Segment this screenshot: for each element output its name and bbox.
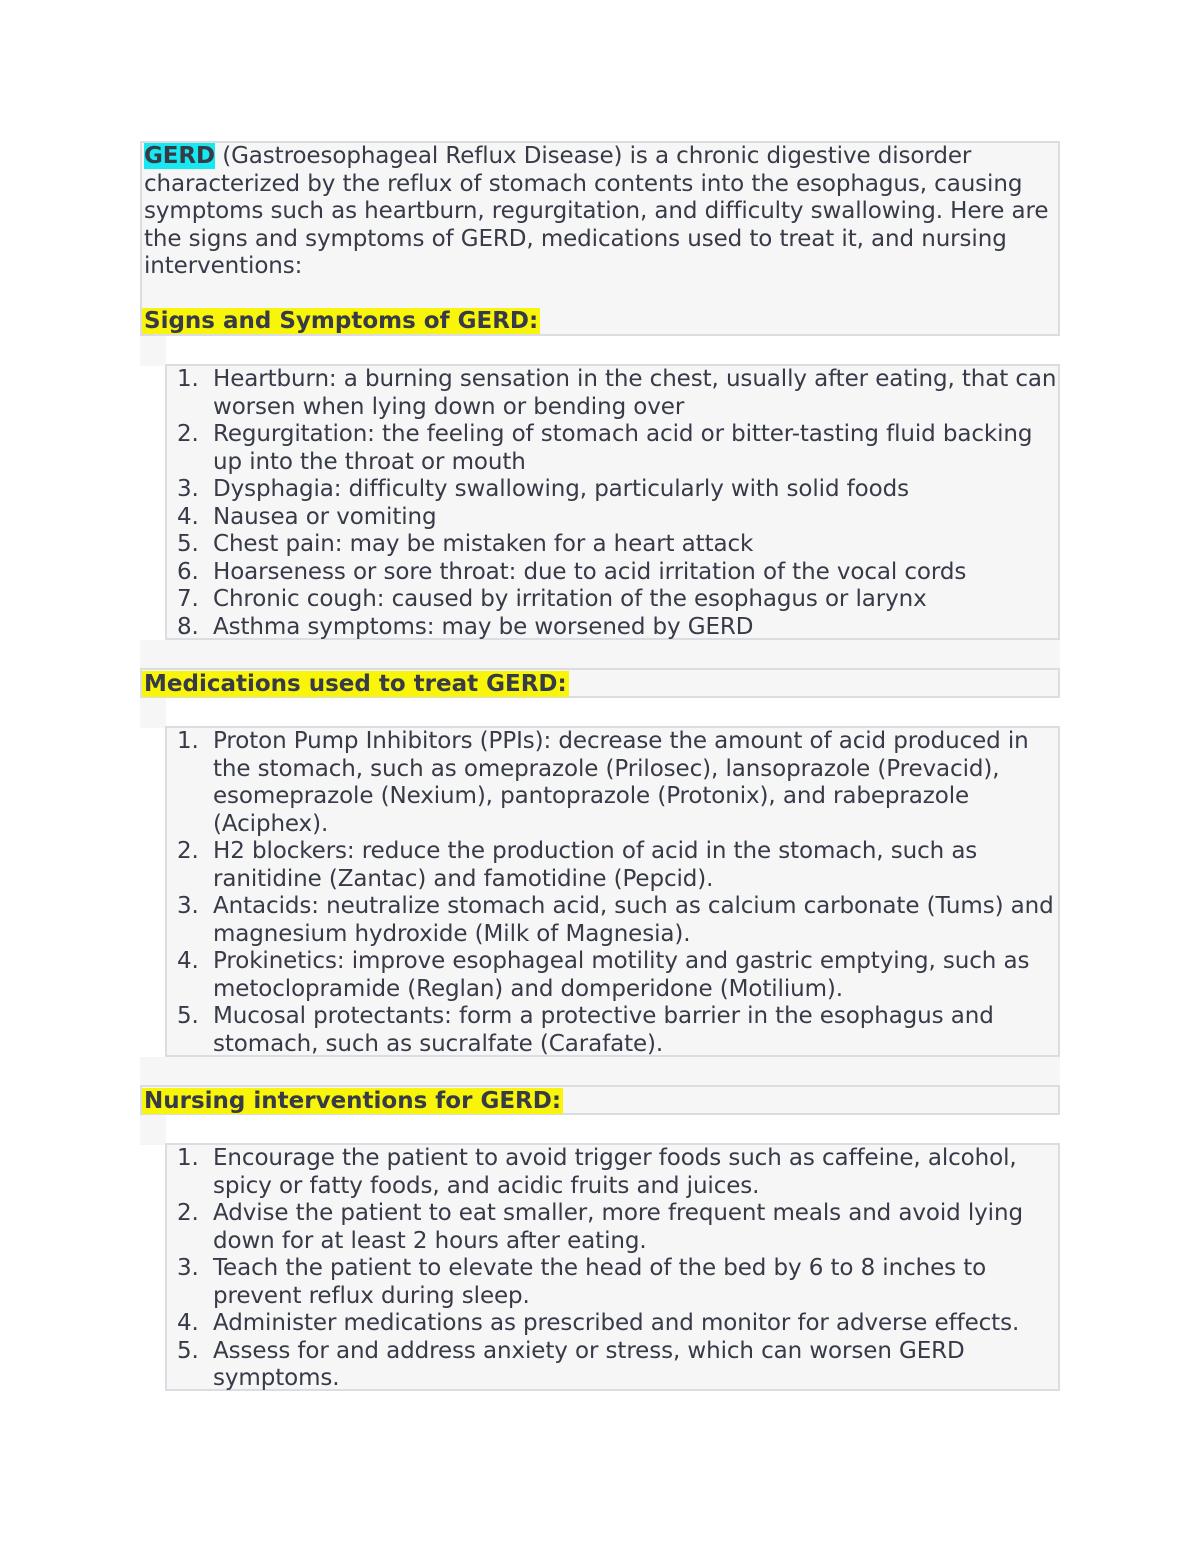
list-item — [167, 476, 1058, 504]
list-item-number: 3. — [177, 476, 199, 502]
list-item-number: 2. — [177, 421, 199, 447]
list-item-number: 5. — [177, 1003, 199, 1029]
medications-list-panel — [165, 726, 1060, 1057]
gutter-strip — [140, 698, 166, 728]
list-item-number: 2. — [177, 838, 199, 864]
intro-paragraph — [144, 143, 1059, 281]
medications-list — [167, 728, 1058, 1058]
list-item-text: Proton Pump Inhibitors (PPIs): decrease the amount of acid produced in the stomach, such as omeprazole (Prilosec), lansoprazole (Prevacid), esomeprazole (Nexium), pantoprazole (Protonix), and rabeprazole (Aciphex). — [213, 728, 1029, 837]
list-item — [167, 893, 1058, 948]
nursing-heading-label: Nursing interventions for GERD: — [144, 1088, 562, 1114]
signs-heading — [142, 308, 540, 335]
gerd-term-highlight: GERD — [144, 143, 215, 169]
list-item-number: 5. — [177, 1337, 199, 1364]
list-item-number: 5. — [177, 531, 199, 557]
list-item-number: 1. — [177, 1145, 199, 1171]
medications-heading-panel — [140, 668, 1060, 698]
list-item-number: 7. — [177, 586, 199, 612]
list-item — [167, 838, 1058, 893]
list-item-number: 3. — [177, 893, 199, 919]
intro-text: (Gastroesophageal Reflux Disease) is a chronic digestive disorder characterized by the reflux of stomach contents into the esophagus, causing symptoms such as heartburn, regurgitation, and difficulty swallowing. Here are the signs and symptoms of GERD, medications used to treat it, and nursing interventions: — [144, 143, 1049, 279]
list-item — [167, 728, 1058, 838]
intro-panel — [140, 141, 1060, 336]
list-item-text: Encourage the patient to avoid trigger foods such as caffeine, alcohol, spicy or fatty foods, and acidic fruits and juices. — [213, 1145, 1017, 1199]
list-item-number: 8. — [177, 613, 199, 640]
list-item-number: 3. — [177, 1255, 199, 1281]
list-item-text: Prokinetics: improve esophageal motility and gastric emptying, such as metoclopramide (Reglan) and domperidone (Motilium). — [213, 948, 1030, 1002]
list-item-text: Chest pain: may be mistaken for a heart attack — [213, 531, 754, 557]
gutter-strip — [140, 1057, 1060, 1087]
list-item-text: Advise the patient to eat smaller, more frequent meals and avoid lying down for at least 2 hours after eating. — [213, 1200, 1023, 1254]
gutter-strip — [140, 640, 1060, 670]
list-item-number: 1. — [177, 728, 199, 754]
gutter-strip — [140, 1115, 166, 1145]
list-item — [167, 1200, 1058, 1255]
list-item — [167, 948, 1058, 1003]
list-item — [167, 1145, 1058, 1200]
list-item — [167, 559, 1058, 587]
list-item-number: 6. — [177, 558, 199, 585]
list-item — [167, 421, 1058, 476]
list-item-text: Dysphagia: difficulty swallowing, particularly with solid foods — [213, 476, 909, 502]
list-item-text: Administer medications as prescribed and monitor for adverse effects. — [213, 1310, 1020, 1336]
list-item-number: 2. — [177, 1200, 199, 1226]
list-item-text: Hoarseness or sore throat: due to acid irritation of the vocal cords — [213, 558, 967, 585]
medications-heading — [142, 671, 569, 698]
list-item-text: Mucosal protectants: form a protective barrier in the esophagus and stomach, such as sucralfate (Carafate). — [213, 1003, 994, 1057]
list-item — [167, 1003, 1058, 1058]
nursing-list-panel — [165, 1143, 1060, 1391]
list-item-text: Antacids: neutralize stomach acid, such as calcium carbonate (Tums) and magnesium hydroxide (Milk of Magnesia). — [213, 893, 1054, 947]
list-item-text: H2 blockers: reduce the production of acid in the stomach, such as ranitidine (Zantac) and famotidine (Pepcid). — [213, 838, 978, 892]
signs-list — [167, 366, 1058, 641]
medications-heading-label: Medications used to treat GERD: — [144, 671, 567, 697]
list-item-number: 4. — [177, 503, 199, 530]
list-item — [167, 614, 1058, 642]
list-item-number: 4. — [177, 948, 199, 974]
list-item-number: 1. — [177, 366, 199, 392]
list-item — [167, 1338, 1058, 1393]
list-item-text: Asthma symptoms: may be worsened by GERD — [213, 613, 754, 640]
list-item — [167, 1255, 1058, 1310]
list-item-text: Heartburn: a burning sensation in the chest, usually after eating, that can worsen when lying down or bending over — [213, 366, 1057, 420]
signs-heading-label: Signs and Symptoms of GERD: — [144, 308, 539, 334]
list-item — [167, 504, 1058, 532]
list-item — [167, 586, 1058, 614]
list-item-text: Regurgitation: the feeling of stomach acid or bitter-tasting fluid backing up into the throat or mouth — [213, 421, 1033, 475]
nursing-heading-panel — [140, 1085, 1060, 1115]
list-item — [167, 1310, 1058, 1338]
nursing-heading — [142, 1088, 563, 1115]
list-item-text: Teach the patient to elevate the head of the bed by 6 to 8 inches to prevent reflux during sleep. — [213, 1255, 987, 1309]
signs-list-panel — [165, 364, 1060, 640]
list-item — [167, 531, 1058, 559]
list-item-text: Assess for and address anxiety or stress, which can worsen GERD symptoms. — [213, 1337, 965, 1391]
list-item — [167, 366, 1058, 421]
gutter-strip — [140, 336, 166, 366]
list-item-text: Chronic cough: caused by irritation of the esophagus or larynx — [213, 586, 927, 612]
list-item-text: Nausea or vomiting — [213, 503, 437, 530]
list-item-number: 4. — [177, 1310, 199, 1336]
nursing-list — [167, 1145, 1058, 1393]
